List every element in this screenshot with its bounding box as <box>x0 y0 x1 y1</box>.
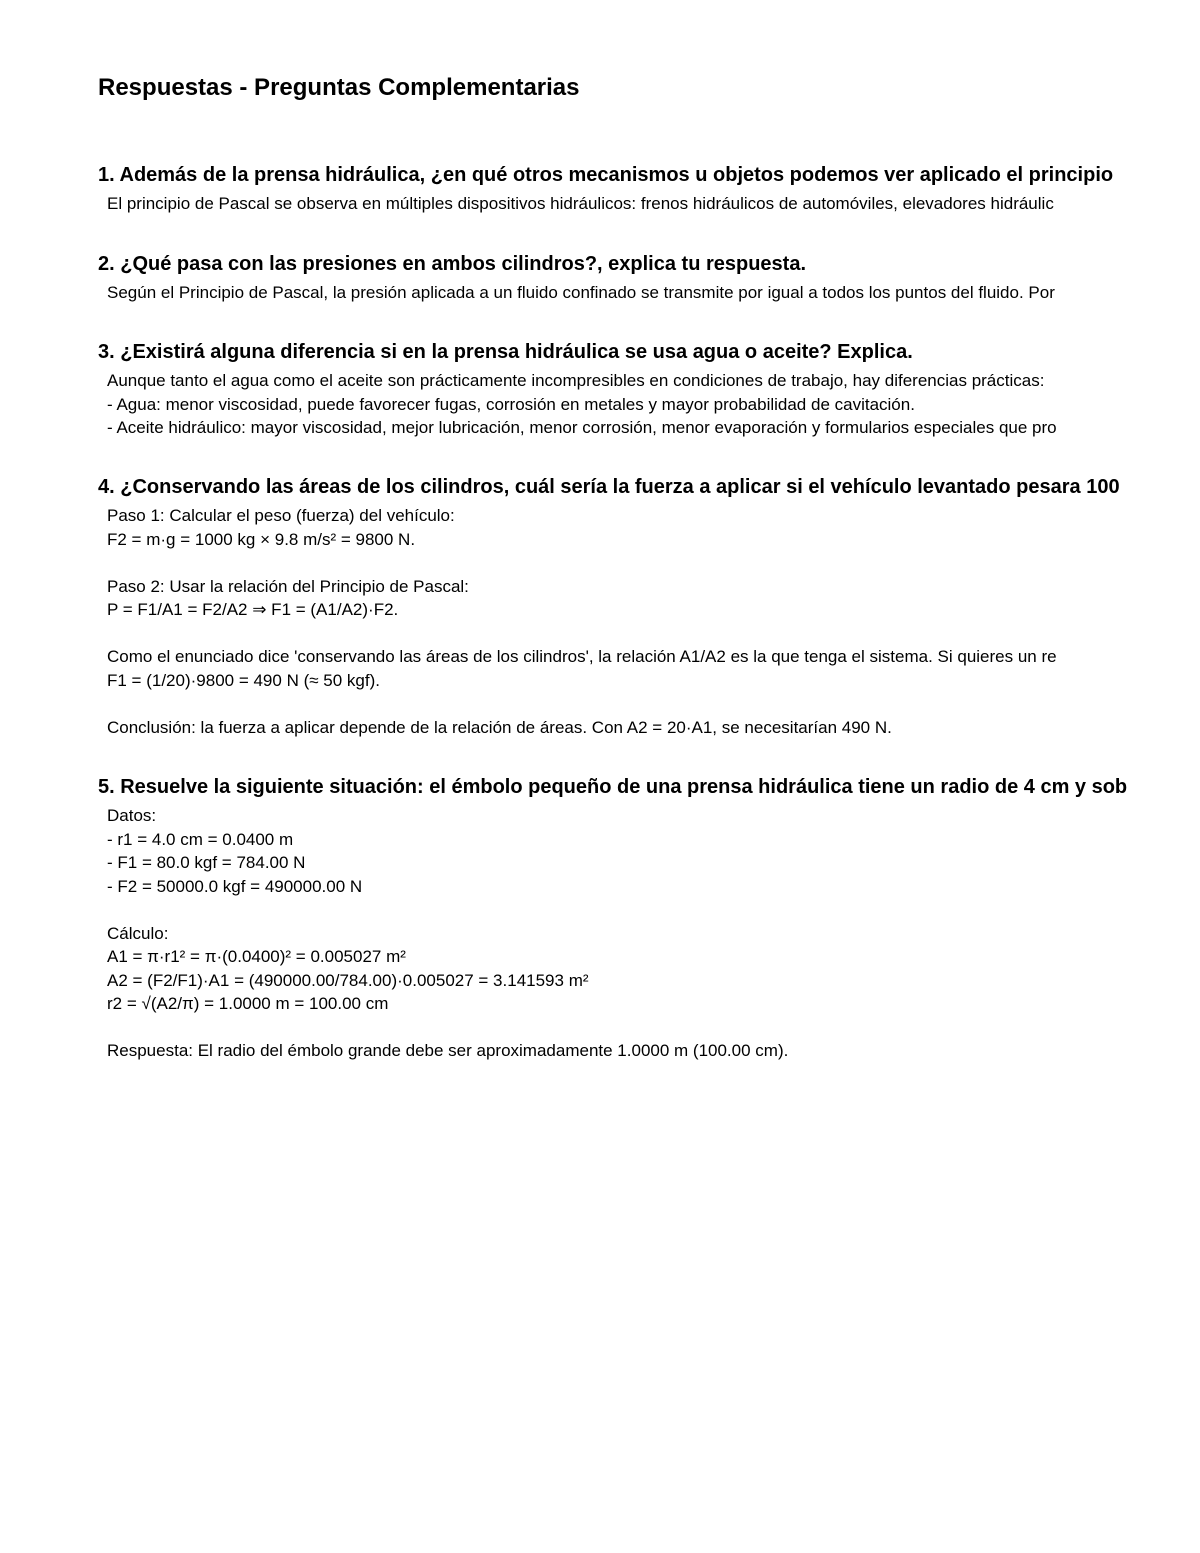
answer-line: r2 = √(A2/π) = 1.0000 m = 100.00 cm <box>107 994 389 1013</box>
question-heading-5: 5. Resuelve la siguiente situación: el émbolo pequeño de una prensa hidráulica tiene un radio de 4 cm y sob <box>98 776 1128 798</box>
answer-line: F2 = m·g = 1000 kg × 9.8 m/s² = 9800 N. <box>107 529 416 549</box>
answer-line: - F1 = 80.0 kgf = 784.00 N <box>107 853 306 872</box>
answer-line: Paso 2: Usar la relación del Principio de Pascal: <box>107 576 469 596</box>
question-section-2 <box>98 251 1200 305</box>
answer-1 <box>107 192 1200 216</box>
answer-line: Datos: <box>107 806 157 825</box>
answer-line: Cálculo: <box>107 923 169 943</box>
answer-4 <box>107 504 1200 739</box>
answer-line: Respuesta: El radio del émbolo grande debe ser aproximadamente 1.0000 m (100.00 cm). <box>107 1041 789 1060</box>
answer-line: - Aceite hidráulico: mayor viscosidad, mejor lubricación, menor corrosión, menor evaporación y formularios especiales que pro <box>107 418 1057 437</box>
answer-line: Conclusión: la fuerza a aplicar depende de la relación de áreas. Con A2 = 20·A1, se necesitarían 490 N. <box>107 717 892 737</box>
answer-2 <box>107 281 1200 305</box>
question-heading-4: 4. ¿Conservando las áreas de los cilindros, cuál sería la fuerza a aplicar si el vehículo levantado pesara 100 <box>98 476 1120 498</box>
question-section-4 <box>98 474 1200 739</box>
answer-line <box>107 1016 1200 1040</box>
answer-line: Paso 1: Calcular el peso (fuerza) del vehículo: <box>107 506 455 525</box>
question-heading-1: 1. Además de la prensa hidráulica, ¿en qué otros mecanismos u objetos podemos ver aplicado el principio <box>98 164 1114 186</box>
answer-line: A2 = (F2/F1)·A1 = (490000.00/784.00)·0.005027 = 3.141593 m² <box>107 970 589 990</box>
answer-line <box>107 551 1200 575</box>
answer-line: F1 = (1/20)·9800 = 490 N (≈ 50 kgf). <box>107 670 380 690</box>
question-section-3 <box>98 339 1200 440</box>
answer-line <box>107 898 1200 922</box>
question-heading-2: 2. ¿Qué pasa con las presiones en ambos cilindros?, explica tu respuesta. <box>98 253 807 275</box>
answer-line: - Agua: menor viscosidad, puede favorecer fugas, corrosión en metales y mayor probabilidad de cavitación. <box>107 394 915 414</box>
answer-5 <box>107 804 1200 1063</box>
question-section-1 <box>98 162 1200 216</box>
page-title: Respuestas - Preguntas Complementarias <box>98 74 580 101</box>
answer-line: - r1 = 4.0 cm = 0.0400 m <box>107 829 294 849</box>
answer-line: A1 = π·r1² = π·(0.0400)² = 0.005027 m² <box>107 947 406 966</box>
answer-line: Aunque tanto el agua como el aceite son prácticamente incompresibles en condiciones de trabajo, hay diferencias prácticas: <box>107 371 1045 390</box>
answer-line: P = F1/A1 = F2/A2 ⇒ F1 = (A1/A2)·F2. <box>107 600 399 619</box>
answer-line: El principio de Pascal se observa en múltiples dispositivos hidráulicos: frenos hidráulicos de automóviles, elevadores hidráulic <box>107 194 1054 213</box>
answer-line <box>107 622 1200 646</box>
answer-line: - F2 = 50000.0 kgf = 490000.00 N <box>107 876 363 896</box>
answer-line <box>107 692 1200 716</box>
answer-line: Según el Principio de Pascal, la presión aplicada a un fluido confinado se transmite por igual a todos los puntos del fluido. Por <box>107 283 1055 302</box>
question-section-5 <box>98 774 1200 1063</box>
answer-3 <box>107 369 1200 440</box>
question-heading-3: 3. ¿Existirá alguna diferencia si en la prensa hidráulica se usa agua o aceite? Explica. <box>98 341 913 363</box>
answer-line: Como el enunciado dice 'conservando las áreas de los cilindros', la relación A1/A2 es la que tenga el sistema. Si quieres un re <box>107 647 1057 666</box>
